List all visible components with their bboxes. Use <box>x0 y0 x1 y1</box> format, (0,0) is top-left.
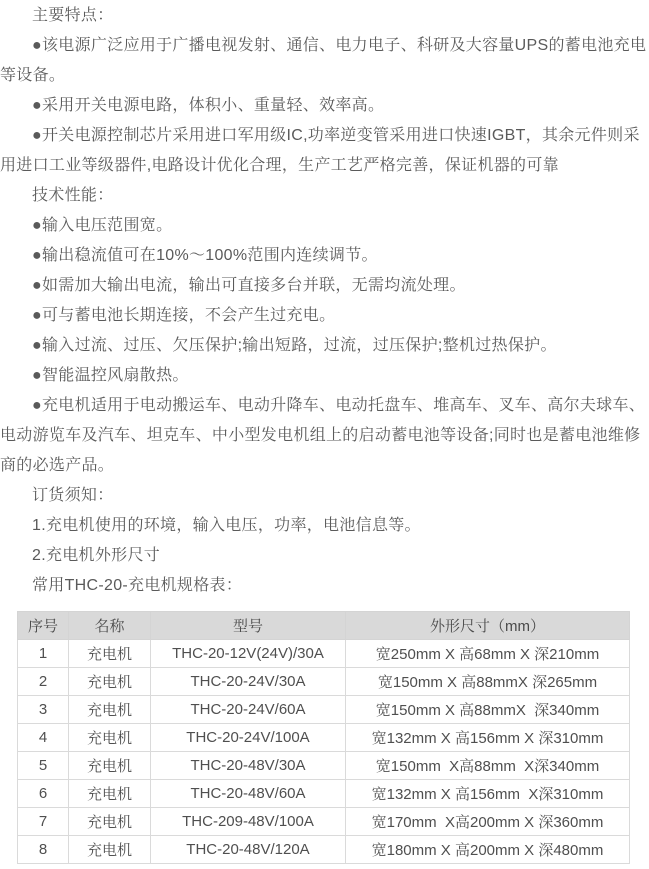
table-cell: THC-20-24V/60A <box>151 696 346 724</box>
feature-item: ●开关电源控制芯片采用进口军用级IC,功率逆变管采用进口快速IGBT，其余元件则采用进口工业等级器件,电路设计优化合理，生产工艺严格完善，保证机器的可靠 <box>0 127 640 174</box>
table-cell: THC-20-24V/30A <box>151 668 346 696</box>
column-header: 名称 <box>69 612 151 640</box>
table-cell: 宽150mm X高88mm X深340mm <box>346 752 630 780</box>
table-cell: 8 <box>18 836 69 864</box>
table-cell: THC-20-12V(24V)/30A <box>151 640 346 668</box>
column-header: 序号 <box>18 612 69 640</box>
table-cell: 充电机 <box>69 752 151 780</box>
table-cell: THC-209-48V/100A <box>151 808 346 836</box>
table-cell: 7 <box>18 808 69 836</box>
table-cell: 3 <box>18 696 69 724</box>
table-cell: 充电机 <box>69 780 151 808</box>
table-cell: 6 <box>18 780 69 808</box>
table-caption-text: 常用THC-20-充电机规格表： <box>32 577 243 594</box>
column-header: 外形尺寸（mm） <box>346 612 630 640</box>
section-heading-tech-performance: 技术性能： <box>32 187 114 204</box>
section-heading-main-features: 主要特点： <box>32 7 114 24</box>
table-cell: THC-20-48V/60A <box>151 780 346 808</box>
table-cell: 5 <box>18 752 69 780</box>
table-cell: 宽150mm X 高88mmX 深340mm <box>346 696 630 724</box>
table-cell: 充电机 <box>69 724 151 752</box>
table-cell: 充电机 <box>69 836 151 864</box>
table-row <box>18 696 630 724</box>
tech-item: ●可与蓄电池长期连接，不会产生过充电。 <box>32 307 336 324</box>
table-cell: 宽250mm X 高68mm X 深210mm <box>346 640 630 668</box>
spec-table-header-row <box>18 612 630 640</box>
table-cell: 4 <box>18 724 69 752</box>
ordering-item: 2.充电机外形尺寸 <box>32 547 161 564</box>
table-row <box>18 752 630 780</box>
tech-item: ●输出稳流值可在10%～100%范围内连续调节。 <box>32 247 378 264</box>
table-cell: 1 <box>18 640 69 668</box>
table-cell: 充电机 <box>69 668 151 696</box>
table-cell: 宽132mm X 高156mm X深310mm <box>346 780 630 808</box>
tech-item: ●如需加大输出电流，输出可直接多台并联，无需均流处理。 <box>32 277 466 294</box>
table-row <box>18 668 630 696</box>
table-cell: THC-20-24V/100A <box>151 724 346 752</box>
table-cell: 宽150mm X 高88mmX 深265mm <box>346 668 630 696</box>
section-heading-ordering: 订货须知： <box>32 487 114 504</box>
feature-item: ●采用开关电源电路，体积小、重量轻、效率高。 <box>32 97 385 114</box>
spec-table-body <box>18 640 630 864</box>
table-cell: 宽132mm X 高156mm X 深310mm <box>346 724 630 752</box>
ordering-item: 1.充电机使用的环境，输入电压，功率，电池信息等。 <box>32 517 421 534</box>
table-cell: 2 <box>18 668 69 696</box>
table-cell: 宽170mm X高200mm X 深360mm <box>346 808 630 836</box>
spec-table-head <box>18 612 630 640</box>
table-cell: THC-20-48V/120A <box>151 836 346 864</box>
table-cell: 充电机 <box>69 808 151 836</box>
column-header: 型号 <box>151 612 346 640</box>
feature-item: ●该电源广泛应用于广播电视发射、通信、电力电子、科研及大容量UPS的蓄电池充电等设备。 <box>0 37 647 84</box>
spec-table <box>17 611 630 864</box>
table-row <box>18 780 630 808</box>
table-row <box>18 808 630 836</box>
tech-item: ●输入电压范围宽。 <box>32 217 173 234</box>
tech-item: ●智能温控风扇散热。 <box>32 367 189 384</box>
table-row <box>18 836 630 864</box>
table-cell: 充电机 <box>69 640 151 668</box>
table-row <box>18 640 630 668</box>
tech-item: ●输入过流、过压、欠压保护;输出短路，过流，过压保护;整机过热保护。 <box>32 337 557 354</box>
table-cell: 宽180mm X 高200mm X 深480mm <box>346 836 630 864</box>
table-cell: THC-20-48V/30A <box>151 752 346 780</box>
table-cell: 充电机 <box>69 696 151 724</box>
tech-item: ●充电机适用于电动搬运车、电动升降车、电动托盘车、堆高车、叉车、高尔夫球车、电动游览车及汽车、坦克车、中小型发电机组上的启动蓄电池等设备;同时也是蓄电池维修商的必选产品。 <box>0 397 646 474</box>
table-row <box>18 724 630 752</box>
